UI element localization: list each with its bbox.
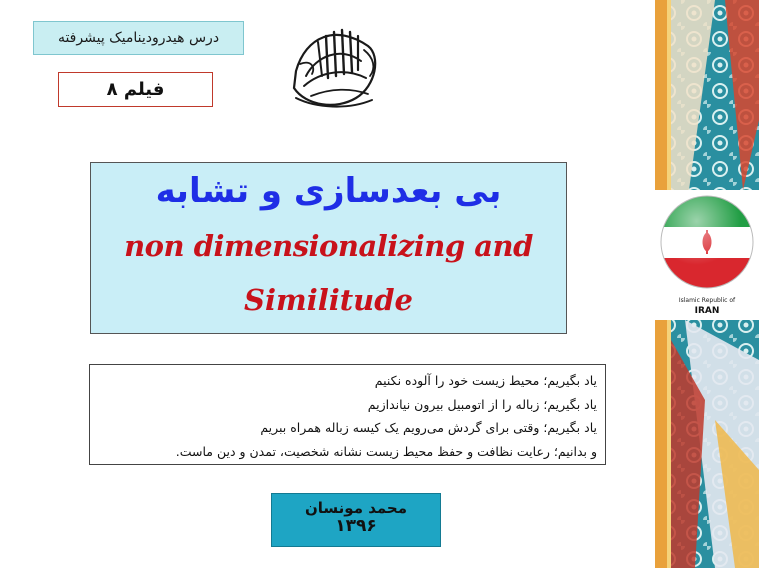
flag-label-small: Islamic Republic of [678,297,736,304]
film-number-box [58,72,213,107]
author-year: ۱۳۹۶ [335,516,377,536]
title-box [90,162,567,334]
bismillah-calligraphy-icon [276,16,388,114]
note-line: یاد بگیریم؛ وقتی برای گردش می‌رویم یک کیسه زباله همراه ببریم [260,420,597,435]
note-line: یاد بگیریم؛ محیط زیست خود را آلوده نکنیم [374,373,597,388]
note-line: یاد بگیریم؛ زباله را از اتومبیل بیرون نیاندازیم [367,396,597,412]
film-number-label: فیلم ۸ [106,79,165,100]
course-label-box [33,21,244,55]
note-line: و بدانیم؛ رعایت نظافت و حفظ محیط زیست نشانه شخصیت، تمدن و دین ماست. [175,443,597,459]
environment-notes-box [89,364,606,465]
title-english-line2: Similitude [244,283,413,317]
course-label: درس هیدرودینامیک پیشرفته [57,30,220,46]
title-persian: بی بعدسازی و تشابه [155,171,502,211]
title-english-line1: non dimensionalizing and [124,229,533,263]
author-name: محمد مونسان [304,499,408,517]
decorative-side-panel [655,0,759,568]
flag-card [655,190,759,320]
flag-label-country: IRAN [694,306,720,316]
iran-flag-icon [655,190,759,294]
author-box [271,493,441,547]
